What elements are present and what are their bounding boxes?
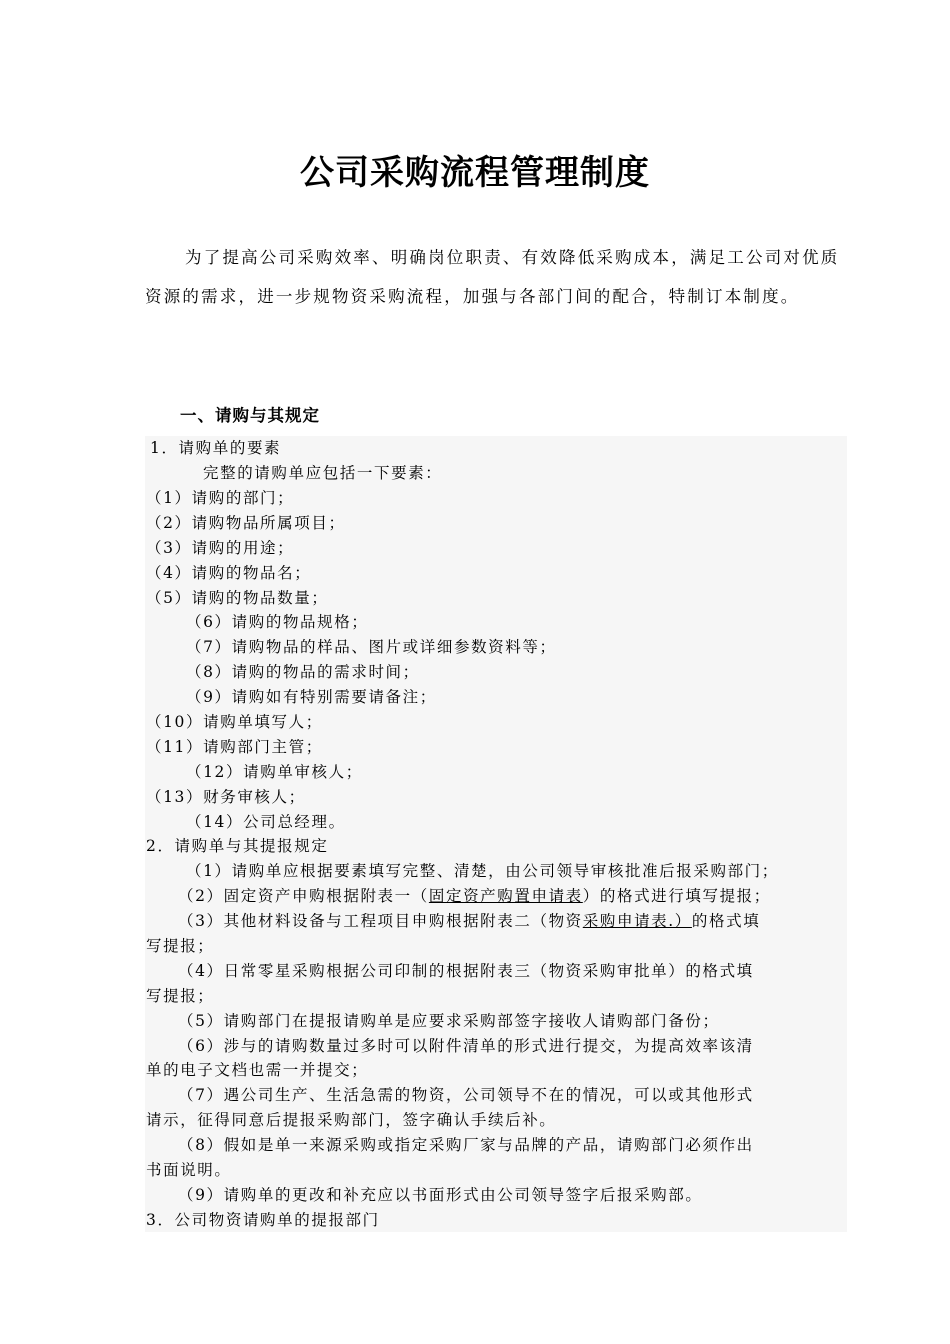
list-item: （6）请购的物品规格； <box>186 613 369 631</box>
rule-2 <box>178 886 771 906</box>
rule-6-continued: 单的电子文档也需一并提交； <box>146 1061 369 1079</box>
list-item: （8）请购的物品的需求时间； <box>186 663 420 681</box>
list-item: （11）请购部门主管； <box>146 738 323 756</box>
rule-1: （1）请购单应根据要素填写完整、清楚，由公司领导审核批准后报采购部门； <box>186 862 779 880</box>
section-heading-requisition: 一、请购与其规定 <box>180 406 320 425</box>
elements-lead-text: 完整的请购单应包括一下要素： <box>203 464 443 482</box>
list-item: （2）请购物品所属项目； <box>146 514 346 532</box>
rule-9: （9）请购单的更改和补充应以书面形式由公司领导签字后报采购部。 <box>178 1186 703 1204</box>
list-item: （7）请购物品的样品、图片或详细参数资料等； <box>186 638 557 656</box>
rule-4: （4）日常零星采购根据公司印制的根据附表三（物资采购审批单）的格式填 <box>178 962 754 980</box>
sub-heading-submitting-departments: 3．公司物资请购单的提报部门 <box>146 1211 380 1229</box>
list-item: （9）请购如有特别需要请备注； <box>186 688 437 706</box>
list-item: （3）请购的用途； <box>146 539 295 557</box>
rule-4-continued: 写提报； <box>146 987 215 1005</box>
list-item: （13）财务审核人； <box>146 788 306 806</box>
fixed-asset-form-link[interactable]: 固定资产购置申请表 <box>428 887 583 905</box>
rule-7-continued: 请示，征得同意后提报采购部门，签字确认手续后补。 <box>146 1111 557 1129</box>
sub-heading-requisition-elements: 1．请购单的要素 <box>150 439 282 457</box>
rule-2-text-a: （2）固定资产申购根据附表一（ <box>178 887 429 905</box>
list-item: （14）公司总经理。 <box>186 813 346 831</box>
rule-3-text-a: （3）其他材料设备与工程项目申购根据附表二（物资 <box>178 912 583 930</box>
sub-heading-submission-rules: 2．请购单与其提报规定 <box>146 837 329 855</box>
rule-7: （7）遇公司生产、生活急需的物资，公司领导不在的情况，可以或其他形式 <box>178 1086 754 1104</box>
rule-3 <box>178 911 760 931</box>
rule-5: （5）请购部门在提报请购单是应要求采购部签字接收人请购部门备份； <box>178 1012 720 1030</box>
document-title: 公司采购流程管理制度 <box>300 153 650 193</box>
intro-paragraph: 为了提高公司采购效率、明确岗位职责、有效降低采购成本，满足工公司对优质资源的需求，进一步规物资采购流程，加强与各部门间的配合，特制订本制度。 <box>145 248 840 306</box>
list-item: （1）请购的部门； <box>146 489 295 507</box>
rule-2-text-b: ）的格式进行填写提报； <box>582 887 771 905</box>
list-item: （4）请购的物品名； <box>146 564 312 582</box>
rule-3-continued: 写提报； <box>146 937 215 955</box>
rule-8-continued: 书面说明。 <box>146 1161 232 1179</box>
rule-6: （6）涉与的请购数量过多时可以附件清单的形式进行提交，为提高效率该清 <box>178 1037 754 1055</box>
list-item: （10）请购单填写人； <box>146 713 323 731</box>
purchase-request-form-link[interactable]: 采购申请表.） <box>582 912 692 930</box>
rule-8: （8）假如是单一来源采购或指定采购厂家与品牌的产品，请购部门必须作出 <box>178 1136 754 1154</box>
list-item: （5）请购的物品数量； <box>146 589 329 607</box>
list-item: （12）请购单审核人； <box>186 763 363 781</box>
rule-3-text-b: 的格式填 <box>691 912 761 930</box>
